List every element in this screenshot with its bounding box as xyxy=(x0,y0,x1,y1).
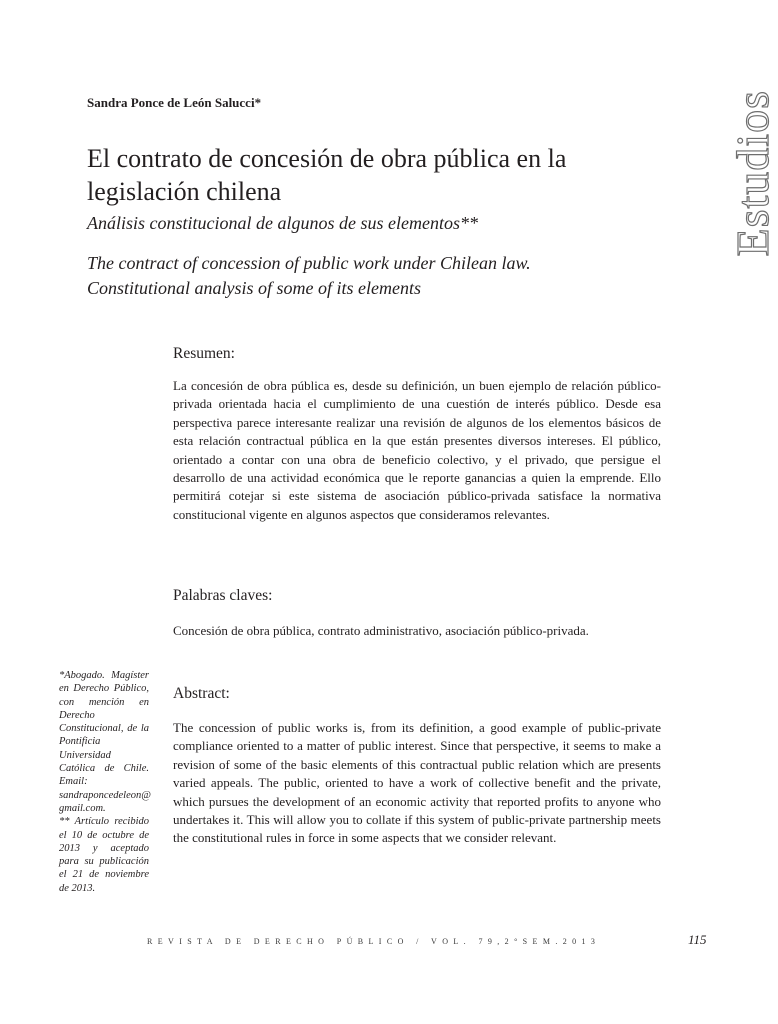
footnote-author: *Abogado. Magíster en Derecho Público, con mención en Derecho Constitucional, de la Pontificia Universidad Católica de Chile. Email: sandraponcedeleon@ gmail.com. xyxy=(59,670,151,814)
article-title: El contrato de concesión de obra pública en la legislación chilena xyxy=(87,144,567,206)
english-title-line-2: Constitutional analysis of some of its elements xyxy=(87,278,421,298)
keywords-text: Concesión de obra pública, contrato administrativo, asociación público-privada. xyxy=(173,623,589,638)
abstract-text: The concession of public works is, from its definition, a good example of public-private compliance oriented to a matter of public interest. Since that perspective, it seems to make a revision of some of the basic elements of this contractual public relation which are presents varied appeals. The public, oriented to have a work of collective benefit and the private, which pursues the development of an economic activity that reported profits to anyone who undertakes it. This will allow you to collate if this system of public-private partnership meets the constitutional rules in force in some aspects that we consider relevant. xyxy=(173,720,661,846)
author-name: Sandra Ponce de León Salucci* xyxy=(87,95,262,110)
english-title-line-1: The contract of concession of public work under Chilean law. xyxy=(87,253,531,273)
footnote-article: ** Artículo recibido el 10 de octubre de 2013 y aceptado para su publicación el 21 de noviembre de 2013. xyxy=(59,816,149,894)
english-title xyxy=(87,251,667,301)
abstract-heading: Abstract: xyxy=(173,685,230,702)
resumen-heading: Resumen: xyxy=(173,345,235,362)
keywords-heading: Palabras claves: xyxy=(173,587,273,604)
resumen-text: La concesión de obra pública es, desde su definición, un buen ejemplo de relación público-privada orientada hacia el cumplimiento de una cuestión de interés público. Desde esa perspectiva parece interesante realizar una revisión de algunos de los elementos básicos de esta relación contractual pública en la que están presentes diversos intereses. El público, orientado a contar con una obra de beneficio colectivo, y el privado, que persigue el desarrollo de una actividad económica que le reporte ganancias a quien la emprende. Ello permitirá cotejar si este sistema de asociación público-privada satisface la normativa constitucional vigente en algunos aspectos que consideramos relevantes. xyxy=(173,378,661,522)
page-number: 115 xyxy=(688,932,707,947)
section-tag: Estudios xyxy=(727,90,778,257)
article-subtitle: Análisis constitucional de algunos de sus elementos** xyxy=(87,213,478,233)
running-footer: REVISTA DE DERECHO PÚBLICO / VOL. 79,2°SEM.2013 xyxy=(147,937,601,946)
footnotes xyxy=(59,669,149,895)
